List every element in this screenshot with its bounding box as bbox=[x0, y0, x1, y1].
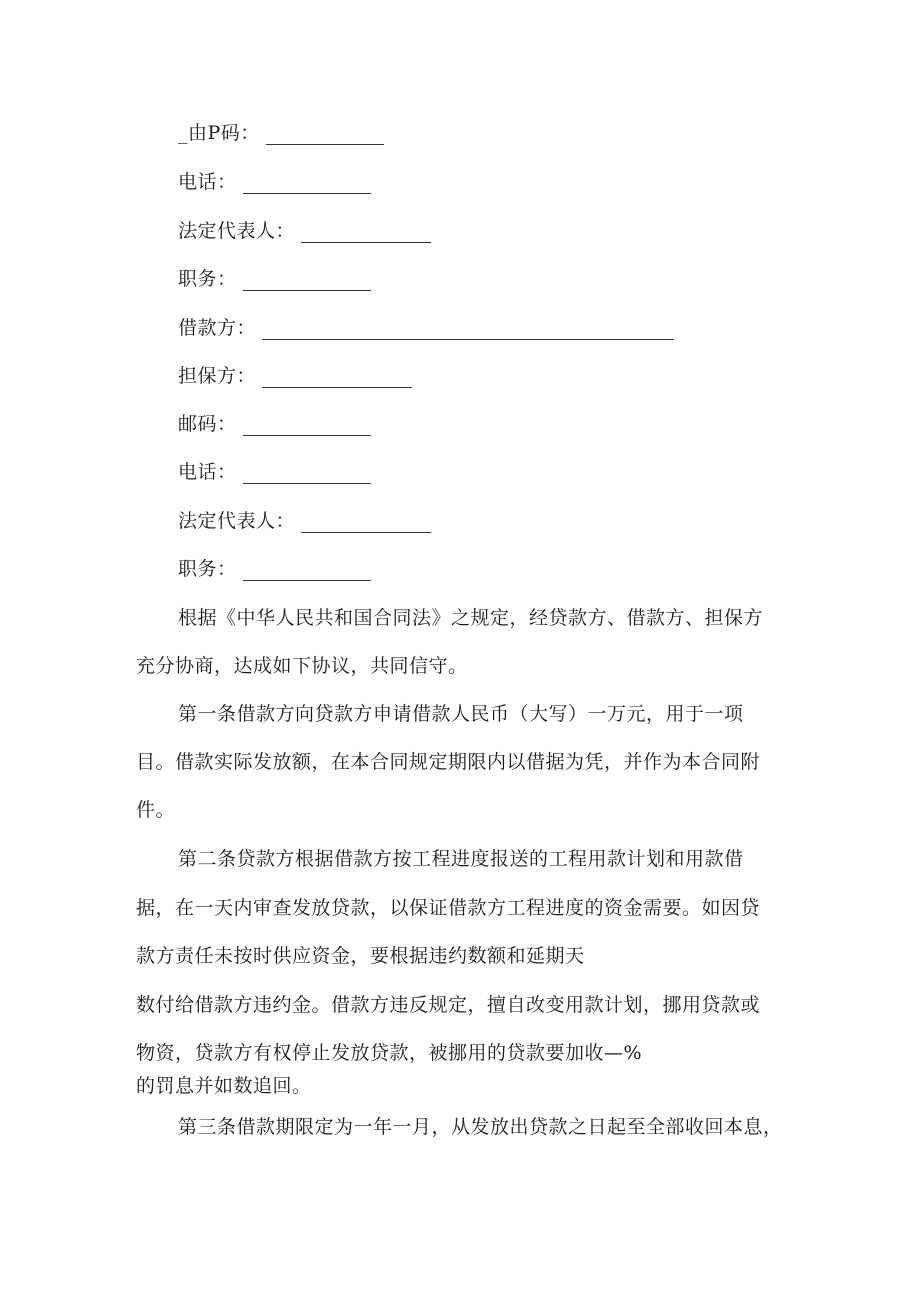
body-line: 第三条借款期限定为一年一月，从发放出贷款之日起至全部收回本息， bbox=[178, 1116, 783, 1138]
field-label: _由P码： bbox=[178, 122, 260, 144]
legal-rep-field bbox=[178, 219, 431, 243]
borrower-field bbox=[178, 316, 674, 340]
postcode-field-2 bbox=[178, 412, 371, 436]
phone-blank-2[interactable] bbox=[243, 465, 371, 484]
position-blank-2[interactable] bbox=[243, 562, 371, 581]
body-line: 款方责任未按时供应资金，要根据违约数额和延期天 bbox=[136, 945, 585, 967]
body-line: 物资，贷款方有权停止发放贷款，被挪用的贷款要加收—% bbox=[136, 1042, 643, 1064]
body-line: 目。借款实际发放额，在本合同规定期限内以借据为凭，并作为本合同附 bbox=[136, 751, 761, 773]
field-label: 法定代表人： bbox=[178, 220, 296, 242]
phone-field bbox=[178, 170, 371, 194]
body-line: 第一条借款方向贷款方申请借款人民币（大写）一万元，用于一项 bbox=[178, 703, 744, 725]
postcode-blank[interactable] bbox=[266, 126, 384, 145]
legal-rep-blank[interactable] bbox=[301, 224, 431, 243]
postcode-blank-2[interactable] bbox=[243, 417, 371, 436]
position-field-2 bbox=[178, 557, 371, 581]
body-line: 第二条贷款方根据借款方按工程进度报送的工程用款计划和用款借 bbox=[178, 848, 744, 870]
field-label: 法定代表人： bbox=[178, 510, 296, 532]
position-blank[interactable] bbox=[243, 272, 371, 291]
postcode-field bbox=[178, 121, 384, 145]
phone-field-2 bbox=[178, 460, 371, 484]
body-line: 根据《中华人民共和国合同法》之规定，经贷款方、借款方、担保方 bbox=[178, 607, 764, 629]
guarantor-field bbox=[178, 364, 412, 388]
position-field bbox=[178, 267, 371, 291]
body-line: 据，在一天内审查发放贷款，以保证借款方工程进度的资金需要。如因贷 bbox=[136, 897, 761, 919]
borrower-blank[interactable] bbox=[262, 321, 674, 340]
field-label: 职务： bbox=[178, 268, 237, 290]
body-line: 件。 bbox=[136, 799, 176, 821]
legal-rep-field-2 bbox=[178, 509, 431, 533]
legal-rep-blank-2[interactable] bbox=[301, 514, 431, 533]
body-line: 充分协商，达成如下协议，共同信守。 bbox=[136, 655, 468, 677]
field-label: 电话： bbox=[178, 461, 237, 483]
field-label: 担保方： bbox=[178, 365, 257, 387]
field-label: 电话： bbox=[178, 171, 237, 193]
field-label: 职务： bbox=[178, 558, 237, 580]
body-line: 数付给借款方违约金。借款方违反规定，擅自改变用款计划，挪用贷款或 bbox=[136, 994, 761, 1016]
phone-blank[interactable] bbox=[243, 175, 371, 194]
field-label: 借款方： bbox=[178, 317, 257, 339]
body-line: 的罚息并如数追回。 bbox=[136, 1075, 312, 1097]
guarantor-blank[interactable] bbox=[262, 369, 412, 388]
field-label: 邮码： bbox=[178, 413, 237, 435]
